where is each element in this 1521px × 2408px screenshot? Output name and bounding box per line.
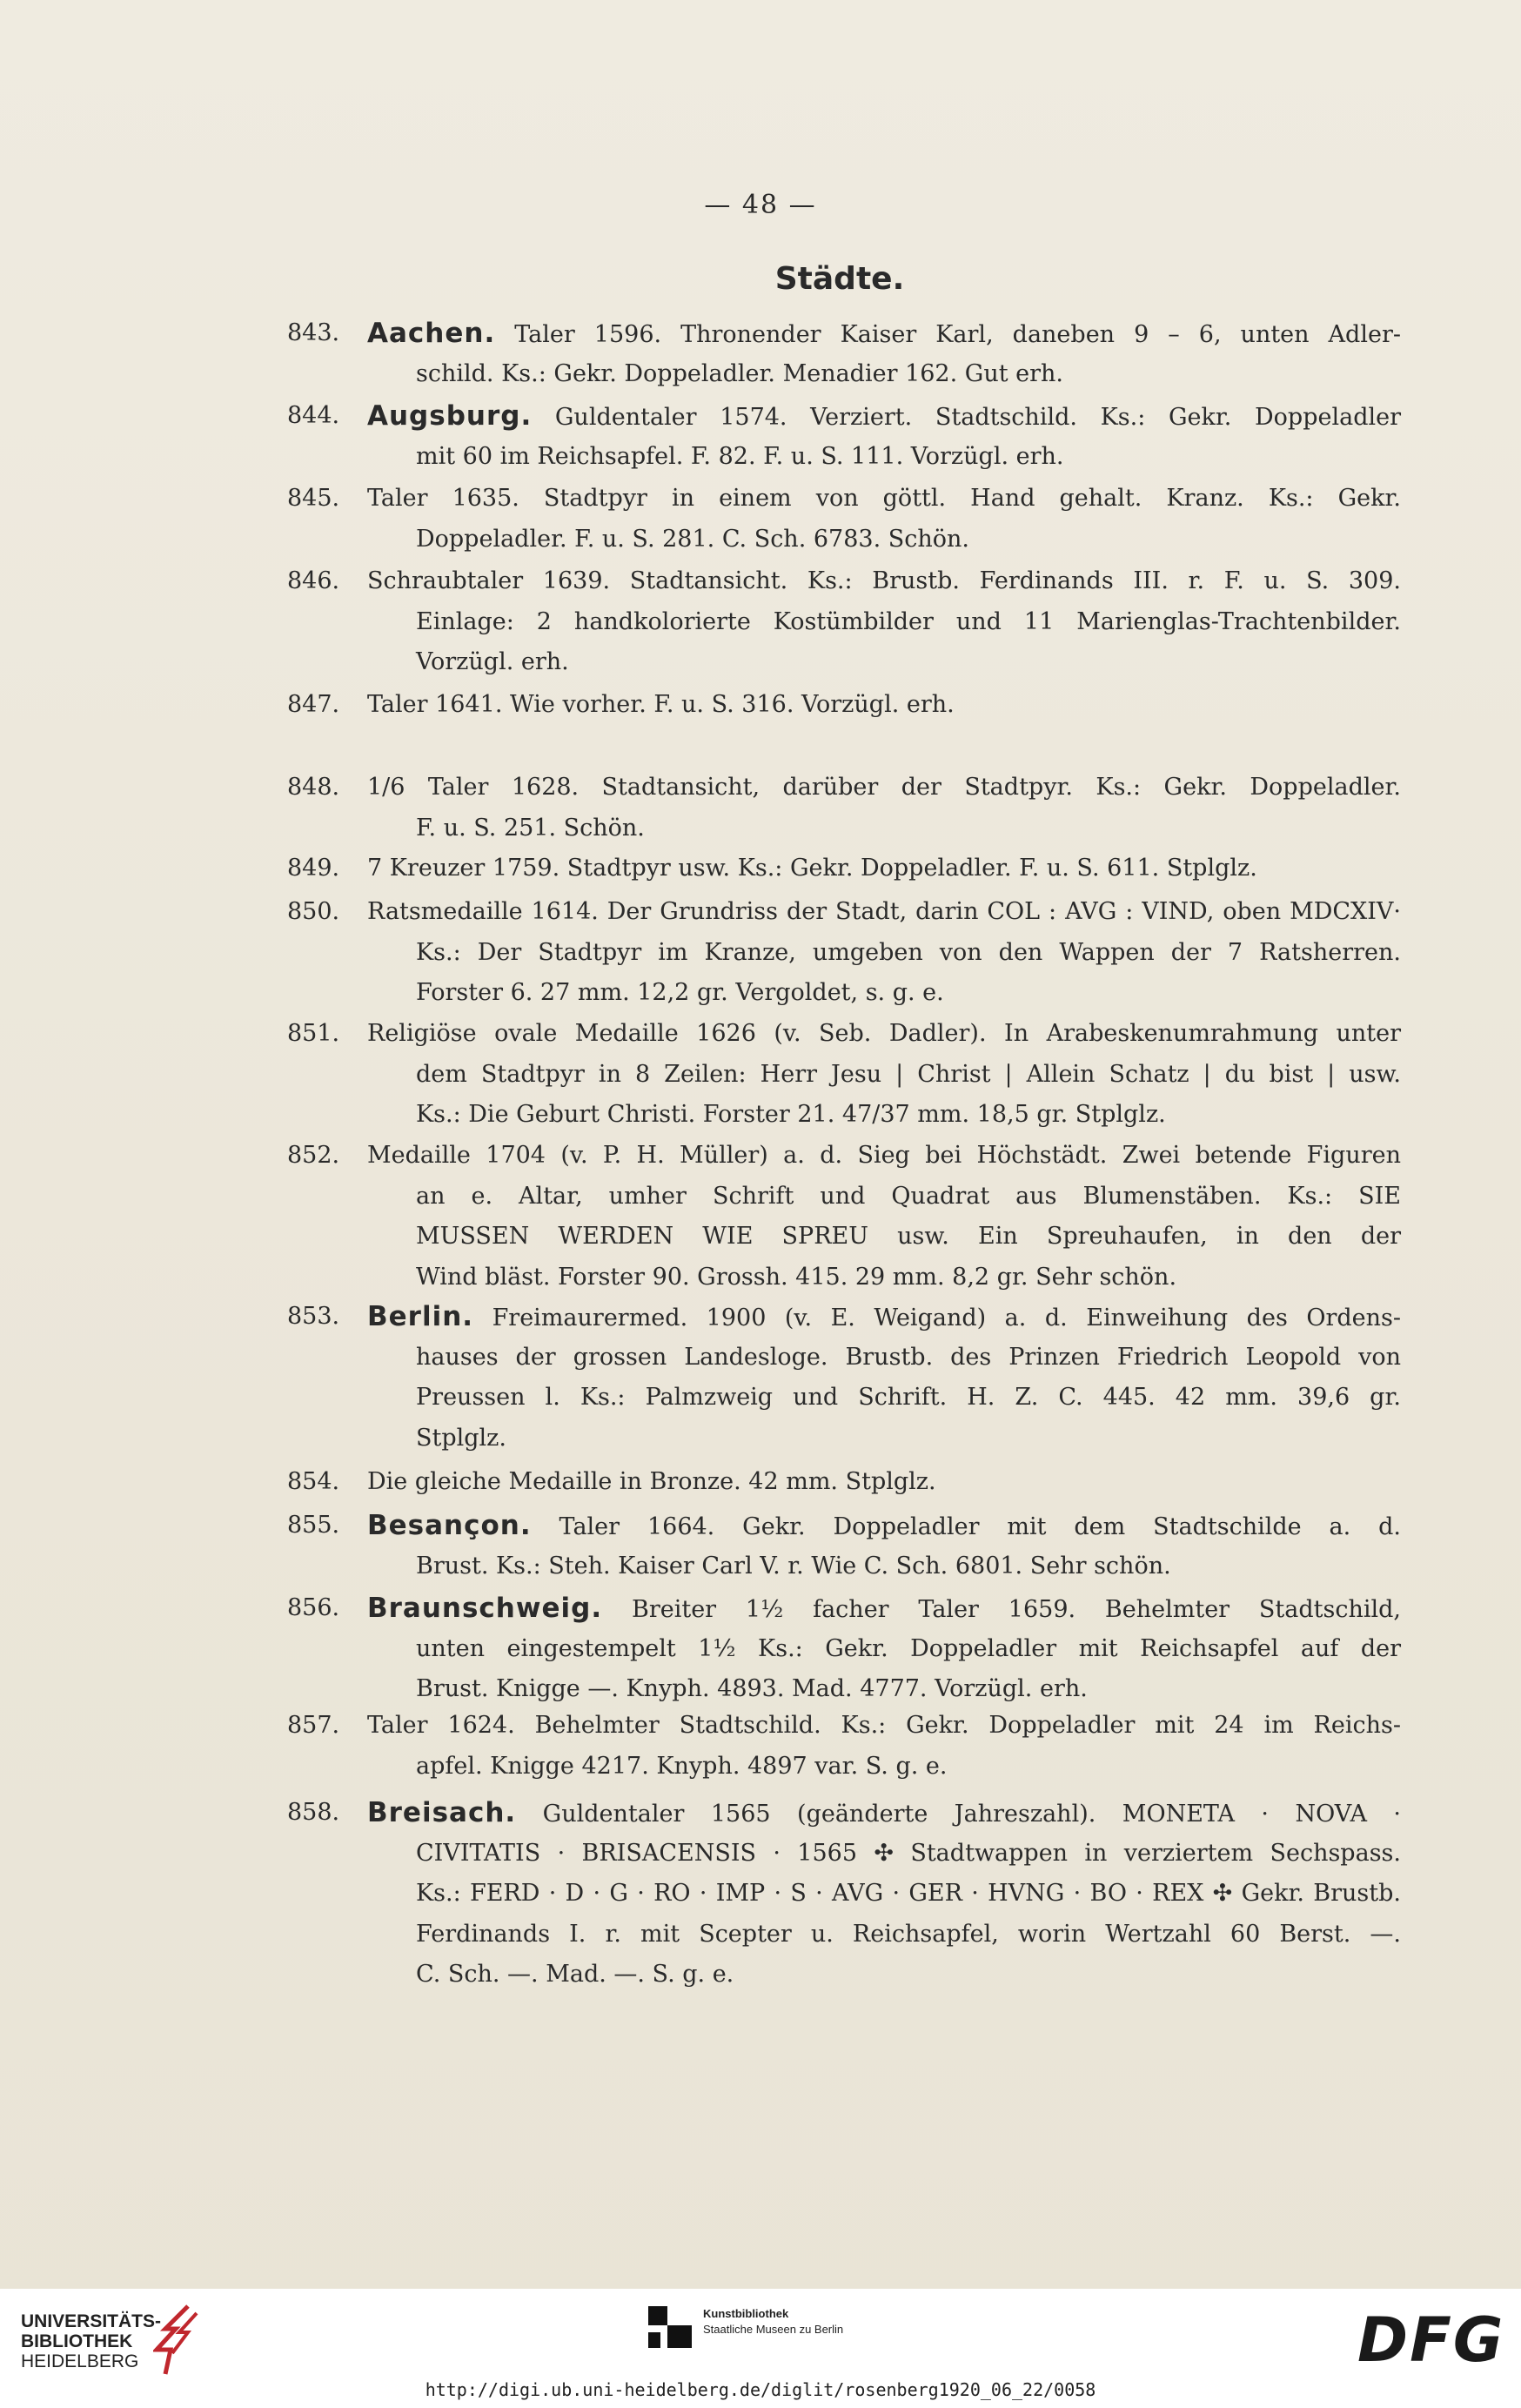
entry-text: Ks.: Der Stadtpyr im Kranze, umgeben von den Wappen der 7 Ratsherren.: [416, 938, 1401, 966]
entry-text: Guldentaler 1574. Verziert. Stadtschild. Ks.: Gekr. Doppeladler: [532, 404, 1401, 431]
entry-line: [416, 1669, 1401, 1710]
entry-line: [416, 1546, 1401, 1587]
entry-line: [367, 313, 1401, 356]
entry-line: [416, 1915, 1401, 1955]
entry-line: [416, 1095, 1401, 1136]
entry-line: [416, 1177, 1401, 1217]
entry-text: Taler 1596. Thronender Kaiser Karl, daneben 9 – 6, unten Adler-: [495, 321, 1401, 348]
ub-line-1: UNIVERSITÄTS-: [21, 2311, 162, 2331]
entry-text: Ks.: Die Geburt Christi. Forster 21. 47/37 mm. 18,5 gr. Stplglz.: [416, 1101, 1166, 1128]
entry-line: [416, 1834, 1401, 1875]
section-title: Städte.: [774, 261, 905, 297]
entry-text: schild. Ks.: Gekr. Doppeladler. Menadier 162. Gut erh.: [416, 359, 1064, 387]
entry-line: [416, 1874, 1401, 1915]
entry-line: [416, 1419, 1401, 1459]
entry-text: unten eingestempelt 1½ Ks.: Gekr. Doppeladler mit Reichsapfel auf der: [416, 1634, 1401, 1662]
entry-text: Einlage: 2 handkolorierte Kostümbilder und 11 Marienglas-Trachtenbilder.: [416, 607, 1401, 635]
entry-line: [416, 520, 1401, 560]
entry-line: [367, 1588, 1401, 1631]
entry-text: Taler 1635. Stadtpyr in einem von göttl. Hand gehalt. Kranz. Ks.: Gekr.: [367, 485, 1401, 512]
entry-text: 7 Kreuzer 1759. Stadtpyr usw. Ks.: Gekr. Doppeladler. F. u. S. 611. Stplglz.: [367, 855, 1257, 882]
entry-text: C. Sch. —. Mad. —. S. g. e.: [416, 1961, 734, 1988]
entry-line: [416, 1629, 1401, 1670]
entry-text: Ratsmedaille 1614. Der Grundriss der Stadt, darin COL : AVG : VIND, oben MDCXIV·: [367, 898, 1401, 925]
entry-text: Forster 6. 27 mm. 12,2 gr. Vergoldet, s. g. e.: [416, 979, 944, 1006]
entry-number: 853.: [287, 1303, 340, 1330]
entry-text: Medaille 1704 (v. P. H. Müller) a. d. Sieg bei Höchstädt. Zwei betende Figuren: [367, 1142, 1401, 1169]
entry-number: 849.: [287, 855, 340, 882]
entry-number: 843.: [287, 319, 340, 346]
entry-line: [416, 1055, 1401, 1096]
entry-text: Taler 1624. Behelmter Stadtschild. Ks.: Gekr. Doppeladler mit 24 im Reichs-: [367, 1712, 1401, 1739]
entry-line: [367, 768, 1401, 808]
entry-line: [416, 1258, 1401, 1298]
entry-line: [416, 1338, 1401, 1378]
entry-number: 852.: [287, 1142, 340, 1169]
entry-line: [367, 685, 1401, 726]
entry-text: Religiöse ovale Medaille 1626 (v. Seb. Dadler). In Arabeskenumrahmung unter: [367, 1020, 1401, 1047]
entry-text: F. u. S. 251. Schön.: [416, 814, 645, 842]
kunstbibliothek-logo-text[interactable]: [703, 2306, 843, 2338]
entry-text: dem Stadtpyr in 8 Zeilen: Herr Jesu | Christ | Allein Schatz | du bist | usw.: [416, 1060, 1401, 1088]
entry-line: [367, 396, 1401, 439]
entry-text: an e. Altar, umher Schrift und Quadrat aus Blumenstäben. Ks.: SIE: [416, 1182, 1401, 1210]
entry-line: [416, 808, 1401, 849]
permalink-url[interactable]: http://digi.ub.uni-heidelberg.de/diglit/rosenberg1920_06_22/0058: [425, 2379, 1096, 2400]
entry-text: Die gleiche Medaille in Bronze. 42 mm. Stplglz.: [367, 1468, 936, 1495]
entry-number: 858.: [287, 1799, 340, 1826]
entry-text: hauses der grossen Landesloge. Brustb. des Prinzen Friedrich Leopold von: [416, 1343, 1401, 1371]
entry-line: [416, 933, 1401, 974]
entry-line: [416, 602, 1401, 643]
entry-text: Vorzügl. erh.: [416, 648, 569, 675]
kunstbibliothek-logo-icon: [648, 2306, 692, 2348]
entry-text: Schraubtaler 1639. Stadtansicht. Ks.: Brustb. Ferdinands III. r. F. u. S. 309.: [367, 567, 1401, 594]
entry-line: [367, 1014, 1401, 1055]
entry-line: [416, 642, 1401, 683]
entry-number: 856.: [287, 1594, 340, 1621]
ub-heidelberg-logo-icon: [153, 2304, 200, 2376]
entry-text: 1/6 Taler 1628. Stadtansicht, darüber der Stadtpyr. Ks.: Gekr. Doppeladler.: [367, 774, 1401, 801]
entry-line: [367, 1506, 1401, 1548]
entry-line: [416, 1217, 1401, 1258]
city-heading: Augsburg.: [367, 400, 533, 432]
kb-line-1: Kunstbibliothek: [703, 2307, 789, 2320]
entry-text: Brust. Knigge —. Knyph. 4893. Mad. 4777. Vorzügl. erh.: [416, 1675, 1088, 1702]
entry-line: [367, 479, 1401, 520]
entry-line: [416, 1747, 1401, 1788]
entry-line: [416, 1955, 1401, 1995]
footer: [0, 2289, 1521, 2408]
entry-text: Stplglz.: [416, 1424, 506, 1452]
ub-line-2: BIBLIOTHEK: [21, 2331, 133, 2351]
entry-text: apfel. Knigge 4217. Knyph. 4897 var. S. g. e.: [416, 1752, 948, 1780]
entry-text: mit 60 im Reichsapfel. F. 82. F. u. S. 111. Vorzügl. erh.: [416, 442, 1064, 470]
city-heading: Braunschweig.: [367, 1593, 603, 1624]
entry-line: [367, 1136, 1401, 1177]
city-heading: Berlin.: [367, 1301, 474, 1332]
entry-text: Brust. Ks.: Steh. Kaiser Carl V. r. Wie C. Sch. 6801. Sehr schön.: [416, 1552, 1171, 1580]
entry-line: [367, 1297, 1401, 1339]
entry-line: [367, 1793, 1401, 1835]
kb-line-2: Staatliche Museen zu Berlin: [703, 2323, 844, 2336]
entry-text: Freimaurermed. 1900 (v. E. Weigand) a. d. Einweihung des Ordens-: [473, 1305, 1401, 1331]
entry-number: 851.: [287, 1020, 340, 1047]
entry-text: Ks.: FERD · D · G · RO · IMP · S · AVG · GER · HVNG · BO · REX ✣ Gekr. Brustb.: [416, 1880, 1401, 1907]
dfg-logo[interactable]: DFG: [1357, 2304, 1505, 2376]
city-heading: Besançon.: [367, 1510, 532, 1541]
entry-text: Preussen l. Ks.: Palmzweig und Schrift. H. Z. C. 445. 42 mm. 39,6 gr.: [416, 1384, 1401, 1411]
entry-number: 854.: [287, 1468, 340, 1495]
page-number: — 48 —: [704, 190, 817, 220]
entry-line: [416, 354, 1401, 395]
entry-number: 847.: [287, 691, 340, 718]
entry-text: Ferdinands I. r. mit Scepter u. Reichsapfel, worin Wertzahl 60 Berst. —.: [416, 1920, 1401, 1948]
entry-text: MUSSEN WERDEN WIE SPREU usw. Ein Spreuhaufen, in den der: [416, 1223, 1401, 1250]
entry-line: [367, 1706, 1401, 1747]
entry-line: [367, 1462, 1401, 1503]
city-heading: Aachen.: [367, 318, 496, 349]
entry-line: [367, 849, 1401, 889]
entry-text: Guldentaler 1565 (geänderte Jahreszahl). MONETA · NOVA ·: [516, 1801, 1401, 1828]
entry-text: Wind bläst. Forster 90. Grossh. 415. 29 mm. 8,2 gr. Sehr schön.: [416, 1263, 1177, 1291]
entry-line: [367, 561, 1401, 602]
entry-text: Breiter 1½ facher Taler 1659. Behelmter Stadtschild,: [602, 1596, 1401, 1623]
entry-number: 850.: [287, 898, 340, 925]
entry-text: CIVITATIS · BRISACENSIS · 1565 ✣ Stadtwappen in verziertem Sechspass.: [416, 1839, 1401, 1867]
entry-number: 846.: [287, 567, 340, 594]
ub-heidelberg-logo-text[interactable]: [21, 2311, 161, 2371]
entry-line: [416, 437, 1401, 478]
entry-line: [367, 892, 1401, 933]
ub-line-3: HEIDELBERG: [21, 2351, 139, 2371]
entry-number: 844.: [287, 402, 340, 429]
entry-number: 857.: [287, 1712, 340, 1739]
entry-text: Taler 1664. Gekr. Doppeladler mit dem Stadtschilde a. d.: [531, 1513, 1401, 1540]
entry-number: 848.: [287, 774, 340, 801]
entry-number: 855.: [287, 1512, 340, 1539]
entry-line: [416, 1378, 1401, 1419]
entry-number: 845.: [287, 485, 340, 512]
entry-line: [416, 973, 1401, 1014]
entry-text: Doppeladler. F. u. S. 281. C. Sch. 6783. Schön.: [416, 525, 969, 553]
city-heading: Breisach.: [367, 1797, 517, 1828]
entry-text: Taler 1641. Wie vorher. F. u. S. 316. Vorzügl. erh.: [367, 691, 955, 718]
